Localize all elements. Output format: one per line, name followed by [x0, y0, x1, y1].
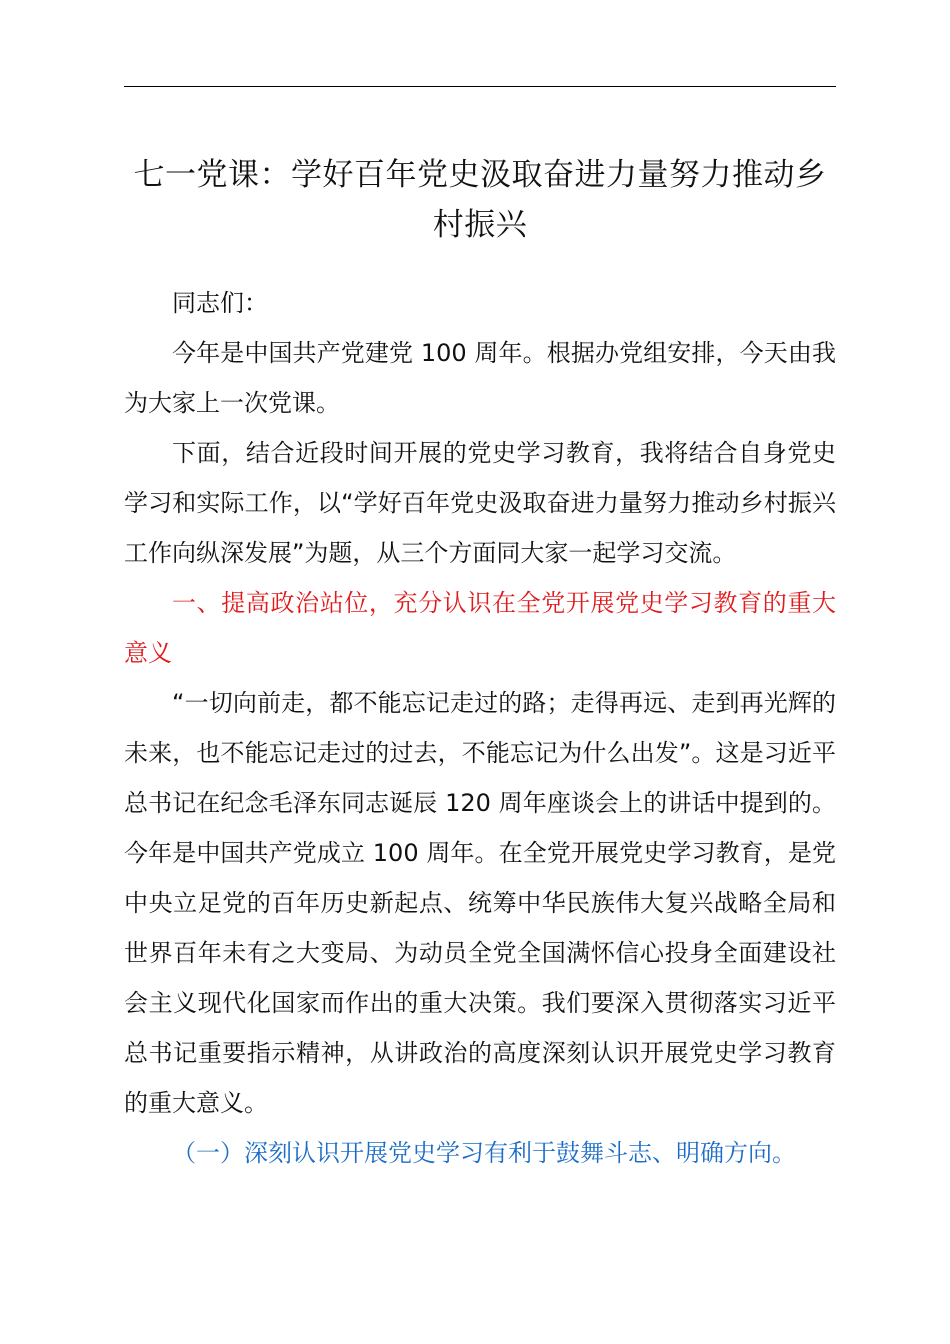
subsection-heading-1: （一）深刻认识开展党史学习有利于鼓舞斗志、明确方向。: [172, 1139, 796, 1167]
outline-paragraph: 下面，结合近段时间开展的党史学习教育，我将结合自身党史学习和实际工作，以“学好百年党史汲取奋进力量努力推动乡村振兴工作向纵深发展”为题，从三个方面同大家一起学习交流。: [124, 439, 836, 567]
section-heading-1: 一、提高政治站位，充分认识在全党开展党史学习教育的重大意义: [124, 589, 836, 667]
quote-paragraph: “一切向前走，都不能忘记走过的路；走得再远、走到再光辉的未来，也不能忘记走过的过去，不能忘记为什么出发”。这是习近平总书记在纪念毛泽东同志诞辰 120 周年座谈会上的讲话中提到的。今年是中国共产党成立 100 周年。在全党开展党史学习教育，是党中央立足党的百年历史新起点、统筹中华民族伟大复兴战略全局和世界百年未有之大变局、为动员全党全国满怀信心投身全面建设社会主义现代化国家而作出的重大决策。我们要深入贯彻落实习近平总书记重要指示精神，从讲政治的高度深刻认识开展党史学习教育的重大意义。: [124, 689, 836, 1117]
intro-paragraph: 今年是中国共产党建党 100 周年。根据办党组安排，今天由我为大家上一次党课。: [124, 339, 836, 417]
document-body: [124, 278, 836, 1178]
document-title: 七一党课：学好百年党史汲取奋进力量努力推动乡村振兴: [133, 157, 827, 243]
salutation-paragraph: 同志们：: [172, 289, 268, 317]
header-rule: [124, 86, 836, 87]
